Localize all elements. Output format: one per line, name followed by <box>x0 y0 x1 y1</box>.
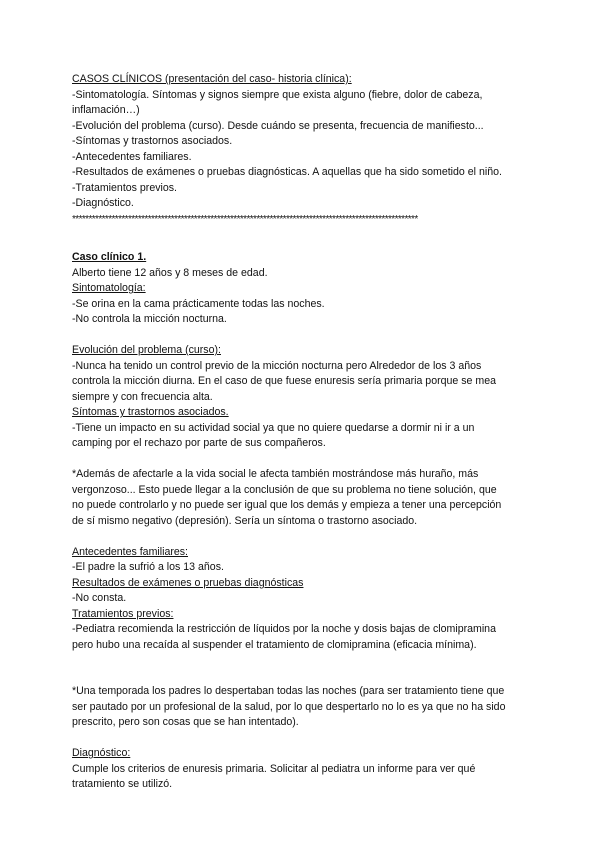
list-item: -Evolución del problema (curso). Desde cuándo se presenta, frecuencia de manifiesto... <box>72 119 484 132</box>
separator-line: ********************************************************************************************************* <box>72 213 418 225</box>
list-item: -Diagnóstico. <box>72 197 134 209</box>
note-line: vergonzoso... Esto puede llegar a la conclusión de que su problema no tiene solución, que <box>72 483 497 496</box>
list-item: inflamación…) <box>72 104 140 116</box>
note-line: *Una temporada los padres lo despertaban todas las noches (para ser tratamiento tiene que <box>72 685 505 697</box>
tratamientos-line: -Pediatra recomienda la restricción de líquidos por la noche y dosis bajas de clomipramina <box>72 623 496 635</box>
resultados-heading: Resultados de exámenes o pruebas diagnósticas <box>72 576 304 589</box>
diagnostico-heading: Diagnóstico: <box>72 747 131 759</box>
note-line: ser pautado por un profesional de la salud, por lo que despertarlo no lo es ya que no ha sido <box>72 700 506 713</box>
sintomatologia-line: -Se orina en la cama prácticamente todas las noches. <box>72 297 325 310</box>
sintomas-heading: Síntomas y trastornos asociados. <box>72 406 229 418</box>
tratamientos-heading: Tratamientos previos: <box>72 607 174 620</box>
sintomatologia-line: -No controla la micción nocturna. <box>72 313 227 325</box>
evolucion-line: controla la micción diurna. En el caso de que fuese enuresis sería primaria porque se mea <box>72 375 496 387</box>
evolucion-line: -Nunca ha tenido un control previo de la micción nocturna pero Alrededor de los 3 años <box>72 359 482 372</box>
sintomas-line: -Tiene un impacto en su actividad social ya que no quiere quedarse a dormir ni ir a un <box>72 421 475 434</box>
diagnostico-line: tratamiento se utilizó. <box>72 778 173 790</box>
case-title: Caso clínico 1. <box>72 251 147 263</box>
list-item: -Tratamientos previos. <box>72 181 177 194</box>
case-intro: Alberto tiene 12 años y 8 meses de edad. <box>72 266 268 279</box>
section-title: CASOS CLÍNICOS (presentación del caso- historia clínica): <box>72 73 352 85</box>
sintomas-line: camping por el rechazo por parte de sus compañeros. <box>72 437 326 449</box>
list-item: -Antecedentes familiares. <box>72 150 192 163</box>
evolucion-heading: Evolución del problema (curso): <box>72 344 221 356</box>
list-item: -Resultados de exámenes o pruebas diagnósticas. A aquellas que ha sido sometido el niño. <box>72 166 502 178</box>
diagnostico-line: Cumple los criterios de enuresis primaria. Solicitar al pediatra un informe para ver qué <box>72 762 476 775</box>
antecedentes-heading: Antecedentes familiares: <box>72 545 189 558</box>
list-item: -Sintomatología. Síntomas y signos siempre que exista alguno (fiebre, dolor de cabeza, <box>72 88 483 101</box>
list-item: -Síntomas y trastornos asociados. <box>72 135 233 147</box>
document-page <box>72 72 532 793</box>
tratamientos-line: pero hubo una recaída al suspender el tratamiento de clomipramina (eficacia mínima). <box>72 638 477 651</box>
note-line: prescrito, pero son cosas que se han intentado). <box>72 716 299 728</box>
note-line: de sí mismo negativo (depresión). Sería un síntoma o trastorno asociado. <box>72 514 418 527</box>
note-line: no puede controlarlo y no puede ser igual que los demás y empieza a tener una percepción <box>72 499 502 511</box>
resultados-line: -No consta. <box>72 592 127 604</box>
evolucion-line: siempre y con frecuencia alta. <box>72 390 213 403</box>
sintomatologia-heading: Sintomatología: <box>72 282 146 294</box>
antecedentes-line: -El padre la sufrió a los 13 años. <box>72 561 224 573</box>
note-line: *Además de afectarle a la vida social le afecta también mostrándose más huraño, más <box>72 468 479 480</box>
